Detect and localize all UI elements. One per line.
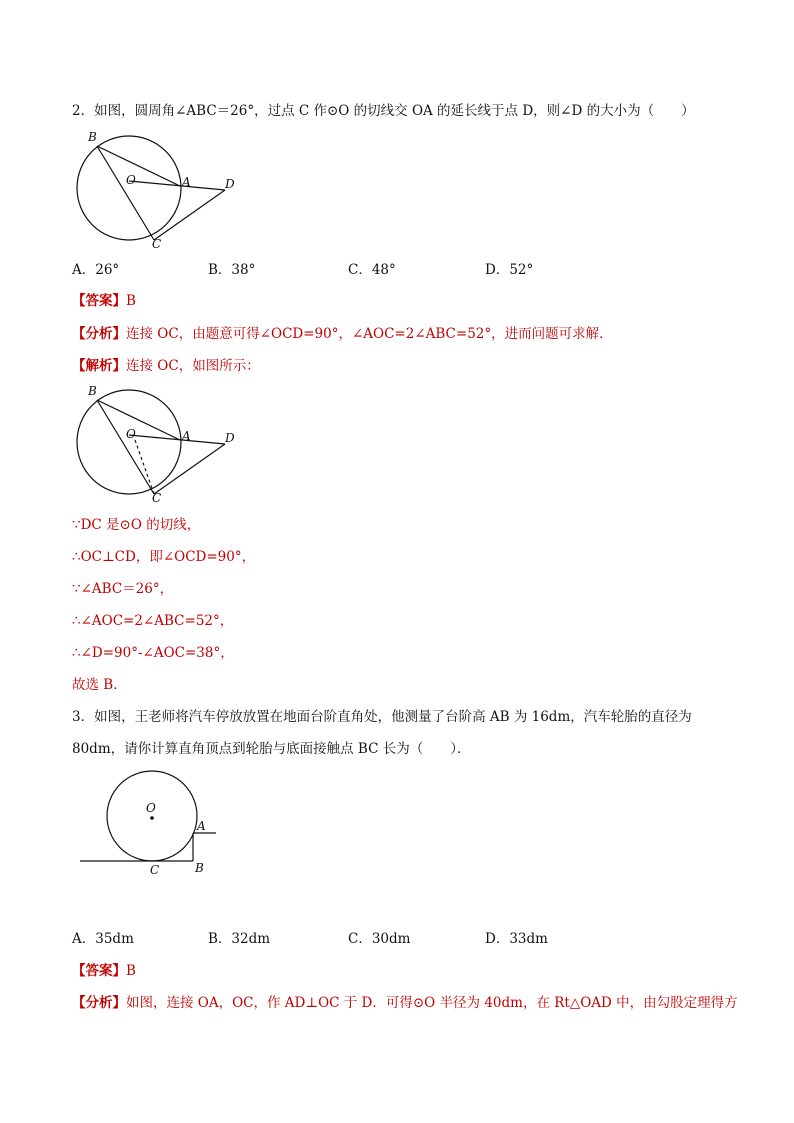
question-2-solution-figure <box>70 382 250 507</box>
label-a: A <box>197 819 206 833</box>
q2-option-b: B．38° <box>208 262 256 278</box>
q2-analysis <box>72 325 613 343</box>
question-2-stem: 2．如图，圆周角∠ABC＝26°，过点 C 作⊙O 的切线交 OA 的延长线于点 D，则∠D 的大小为（ ） <box>72 103 695 119</box>
label-d: D <box>225 431 235 445</box>
question-3-figure <box>80 770 230 880</box>
q3-option-d: D．33dm <box>485 931 548 947</box>
label-a: A <box>182 429 191 443</box>
q2-step-3: ∵∠ABC＝26°， <box>72 581 174 597</box>
answer-tag: 【答案】 <box>72 963 126 979</box>
q2-option-a: A．26° <box>72 262 120 278</box>
solution-tag: 【解析】 <box>72 358 126 374</box>
answer-tag: 【答案】 <box>72 293 126 309</box>
solution-intro: 连接 OC，如图所示： <box>126 358 260 374</box>
question-3-stem-line-1: 3．如图，王老师将汽车停放放置在地面台阶直角处，他测量了台阶高 AB 为 16dm，汽车轮胎的直径为 <box>72 709 692 725</box>
q3-option-b: B．32dm <box>208 931 271 947</box>
label-o: O <box>146 801 156 815</box>
label-o: O <box>126 427 136 441</box>
label-d: D <box>225 177 235 191</box>
q2-step-5: ∴∠D=90°-∠AOC=38°， <box>72 645 234 661</box>
q2-option-d: D．52° <box>485 262 534 278</box>
analysis-tag: 【分析】 <box>72 995 126 1011</box>
question-3-stem-line-2: 80dm，请你计算直角顶点到轮胎与底面接触点 BC 长为（ ）． <box>72 741 471 757</box>
analysis-text: 连接 OC，由题意可得∠OCD=90°，∠AOC=2∠ABC=52°，进而问题可求解． <box>126 326 613 342</box>
q2-solution <box>72 357 260 375</box>
q3-option-c: C．30dm <box>348 931 411 947</box>
q3-answer <box>72 962 136 980</box>
answer-value: B <box>126 293 136 309</box>
question-2-figure <box>70 128 250 253</box>
label-a: A <box>182 175 191 189</box>
q2-step-4: ∴∠AOC=2∠ABC=52°， <box>72 613 234 629</box>
q3-option-a: A．35dm <box>72 931 134 947</box>
label-b: B <box>195 861 204 875</box>
q3-analysis <box>72 994 738 1012</box>
label-b: B <box>88 130 97 144</box>
label-c: C <box>152 491 162 505</box>
q2-answer <box>72 292 136 310</box>
label-c: C <box>150 863 160 877</box>
analysis-tag: 【分析】 <box>72 326 126 342</box>
analysis-text: 如图，连接 OA，OC，作 AD⊥OC 于 D．可得⊙O 半径为 40dm，在 Rt△OAD 中，由勾股定理得方 <box>126 995 738 1011</box>
label-c: C <box>152 237 162 251</box>
q2-step-2: ∴OC⊥CD，即∠OCD=90°， <box>72 549 256 565</box>
label-b: B <box>88 384 97 398</box>
q2-conclusion: 故选 B． <box>72 677 127 693</box>
label-o: O <box>126 173 136 187</box>
answer-value: B <box>126 963 136 979</box>
q2-step-1: ∵DC 是⊙O 的切线， <box>72 517 201 533</box>
q2-option-c: C．48° <box>348 262 396 278</box>
